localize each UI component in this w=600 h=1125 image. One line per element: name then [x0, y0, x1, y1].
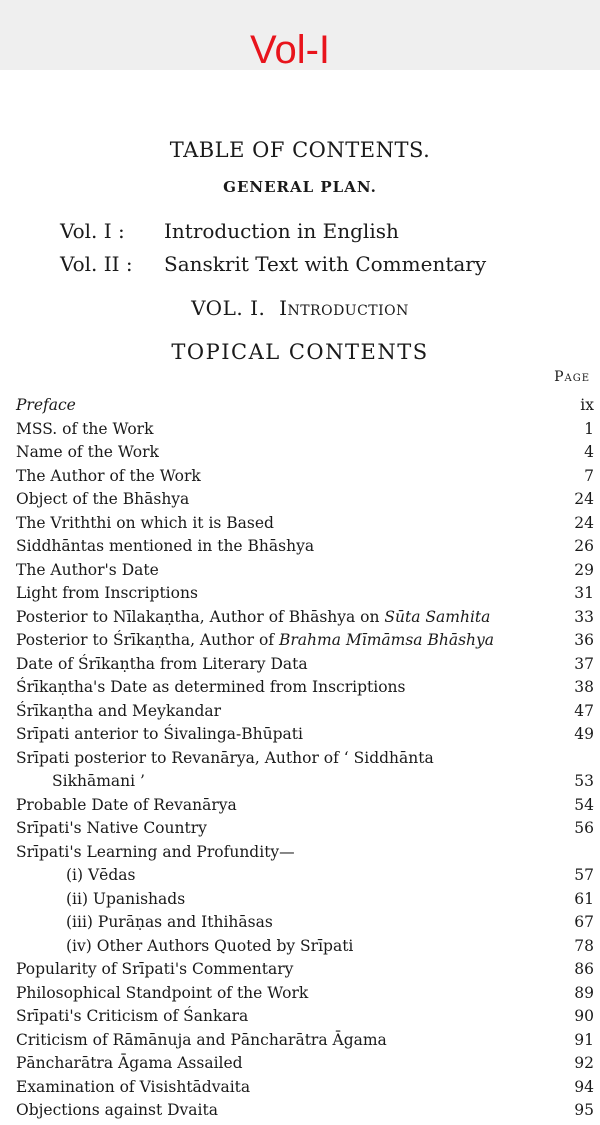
toc-entry [16, 817, 594, 841]
toc-entry-text: Pāncharātra Āgama Assailed [16, 1054, 243, 1072]
toc-entry-text: (iii) Purāṇas and Ithihāsas [66, 913, 273, 931]
toc-page-number: 29 [574, 560, 594, 579]
toc-entry-title [16, 559, 159, 583]
toc-entry-text: The Author of the Work [16, 466, 201, 485]
toc-entry-title [16, 1052, 243, 1076]
volume-row-2 [60, 252, 486, 276]
toc-page-number: 90 [574, 1007, 594, 1025]
toc-entry-text: Examination of Visishtādvaita [16, 1077, 251, 1096]
toc-entry-text: The Author's Date [16, 560, 159, 579]
toc-page-number: 61 [574, 889, 594, 908]
toc-list [16, 394, 594, 1123]
toc-entry-title [16, 817, 207, 841]
toc-entry [16, 888, 594, 912]
toc-entry [16, 770, 594, 794]
toc-entry [16, 465, 594, 489]
toc-page-number: 53 [574, 772, 594, 790]
toc-entry-text: (i) Vēdas [66, 866, 136, 884]
toc-page-number: 57 [574, 866, 594, 884]
toc-page-number: 36 [574, 631, 594, 649]
toc-entry-text: Probable Date of Revanārya [16, 795, 237, 814]
toc-entry-title [16, 1029, 387, 1053]
toc-entry-title [16, 394, 76, 418]
toc-entry-title [16, 1099, 218, 1123]
toc-entry-text: Srīpati's Learning and Profundity— [16, 842, 295, 861]
toc-entry [16, 676, 594, 700]
volume-key: Vol. II : [60, 252, 133, 276]
toc-entry [16, 747, 594, 771]
toc-entry-title [16, 794, 237, 818]
toc-entry-title [16, 841, 295, 865]
toc-entry-italic-title: Brahma Mīmāmsa Bhāshya [278, 631, 495, 649]
toc-entry [16, 864, 594, 888]
toc-entry [16, 794, 594, 818]
volume-label: Vol-I [249, 28, 331, 72]
toc-entry-text: Srīpati's Criticism of Śankara [16, 1007, 249, 1025]
toc-entry [16, 1076, 594, 1100]
toc-entry [16, 1005, 594, 1029]
toc-page-number: 26 [574, 537, 594, 555]
volume-heading-name: Introduction [279, 296, 409, 320]
toc-entry-text: Posterior to Śrīkaṇtha, Author of [16, 631, 279, 649]
toc-page-number: ix [580, 396, 594, 414]
toc-entry-title [16, 488, 189, 512]
toc-page-number: 67 [574, 913, 594, 931]
toc-entry-title [16, 723, 303, 747]
toc-entry-title [16, 606, 490, 630]
toc-entry-text: Siddhāntas mentioned in the Bhāshya [16, 537, 315, 555]
toc-entry-text: The Vriththi on which it is Based [16, 513, 274, 532]
toc-entry-text: Name of the Work [16, 443, 159, 461]
toc-entry [16, 1029, 594, 1053]
toc-entry-text: Object of the Bhāshya [16, 490, 190, 508]
toc-entry [16, 1099, 594, 1123]
toc-page-number: 95 [574, 1101, 594, 1119]
toc-entry-text: Śrīkaṇtha's Date as determined from Inscriptions [16, 678, 406, 696]
toc-entry [16, 723, 594, 747]
toc-entry [16, 935, 594, 959]
toc-entry-text: Preface [16, 396, 76, 414]
toc-entry [16, 653, 594, 677]
toc-page-number: 1 [584, 419, 594, 438]
toc-entry-text: (iv) Other Authors Quoted by Srīpati [66, 936, 354, 955]
volume-value: Sanskrit Text with Commentary [164, 252, 487, 276]
toc-entry-title [16, 441, 159, 465]
toc-entry-text: MSS. of the Work [16, 419, 154, 438]
toc-entry-title [16, 653, 308, 677]
toc-entry [16, 394, 594, 418]
toc-entry-text: Date of Śrīkaṇtha from Literary Data [16, 654, 308, 673]
toc-entry [16, 512, 594, 536]
toc-entry [16, 841, 594, 865]
topical-contents-title: TOPICAL CONTENTS [171, 340, 429, 364]
toc-entry-text: (ii) Upanishads [66, 889, 186, 908]
toc-page-number: 33 [574, 607, 594, 626]
toc-entry-title [16, 958, 293, 982]
toc-entry-title [52, 770, 145, 794]
toc-entry-title [16, 512, 274, 536]
toc-entry-title [16, 582, 198, 606]
toc-entry-text: Light from Inscriptions [16, 584, 198, 602]
toc-entry-title [66, 935, 353, 959]
toc-page-number: 56 [574, 819, 594, 837]
toc-entry-text: Śrīkaṇtha and Meykandar [16, 701, 222, 720]
toc-entry [16, 700, 594, 724]
toc-entry-text: Popularity of Srīpati's Commentary [16, 960, 294, 978]
toc-page-number: 24 [574, 490, 594, 508]
toc-page-number: 92 [574, 1054, 594, 1072]
toc-entry [16, 488, 594, 512]
toc-entry-text: Objections against Dvaita [16, 1101, 218, 1119]
toc-entry [16, 606, 594, 630]
toc-page-number: 89 [574, 983, 594, 1002]
toc-page-number: 78 [574, 936, 594, 955]
page-title: TABLE OF CONTENTS. [169, 138, 431, 162]
toc-entry-text: Philosophical Standpoint of the Work [16, 983, 309, 1002]
toc-entry-text: Criticism of Rāmānuja and Pāncharātra Āgama [16, 1030, 387, 1049]
toc-entry [16, 1052, 594, 1076]
volume-key: Vol. I : [60, 219, 125, 243]
toc-entry-title [16, 676, 405, 700]
toc-entry-title [16, 1005, 248, 1029]
toc-page-number: 24 [574, 513, 594, 532]
toc-entry [16, 911, 594, 935]
volume-heading-vol: VOL. I. [191, 296, 266, 320]
toc-entry [16, 582, 594, 606]
toc-page-number: 94 [574, 1077, 594, 1096]
toc-entry-title [16, 982, 308, 1006]
toc-entry-title [16, 747, 434, 771]
toc-entry-title [16, 535, 314, 559]
toc-entry [16, 629, 594, 653]
toc-entry-text: Srīpati posterior to Revanārya, Author of ‘ Siddhānta [16, 748, 434, 767]
toc-page-number: 47 [574, 701, 594, 720]
toc-page-number: 86 [574, 960, 594, 978]
toc-entry-italic-title: Sūta Samhita [384, 607, 491, 626]
toc-entry-title [16, 1076, 250, 1100]
toc-page-number: 91 [574, 1030, 594, 1049]
toc-entry-title [16, 629, 494, 653]
toc-entry-title [16, 465, 201, 489]
toc-page-number: 49 [574, 725, 594, 743]
toc-page-number: 7 [584, 466, 594, 485]
toc-entry [16, 958, 594, 982]
toc-entry-text: Srīpati anterior to Śivalinga-Bhūpati [16, 725, 303, 743]
toc-entry-title [66, 911, 273, 935]
toc-entry [16, 418, 594, 442]
volume-heading [0, 296, 600, 320]
toc-page-number: 4 [584, 443, 594, 461]
toc-entry-title [66, 864, 135, 888]
toc-entry [16, 559, 594, 583]
toc-entry-title [66, 888, 185, 912]
volume-value: Introduction in English [164, 219, 399, 243]
toc-entry-title [16, 418, 153, 442]
toc-entry-text: Posterior to Nīlakaṇtha, Author of Bhāshya on [16, 607, 385, 626]
toc-entry [16, 982, 594, 1006]
toc-page-number: 37 [574, 654, 594, 673]
toc-entry [16, 441, 594, 465]
general-plan-heading: GENERAL PLAN. [223, 178, 377, 196]
toc-page-number: 54 [574, 795, 594, 814]
toc-entry-text: Sikhāmani ’ [52, 772, 145, 790]
page-column-header: Page [554, 369, 590, 385]
volume-row-1 [60, 219, 399, 243]
toc-entry [16, 535, 594, 559]
toc-page-number: 38 [574, 678, 594, 696]
toc-entry-title [16, 700, 221, 724]
toc-entry-text: Srīpati's Native Country [16, 819, 207, 837]
toc-page-number: 31 [574, 584, 594, 602]
